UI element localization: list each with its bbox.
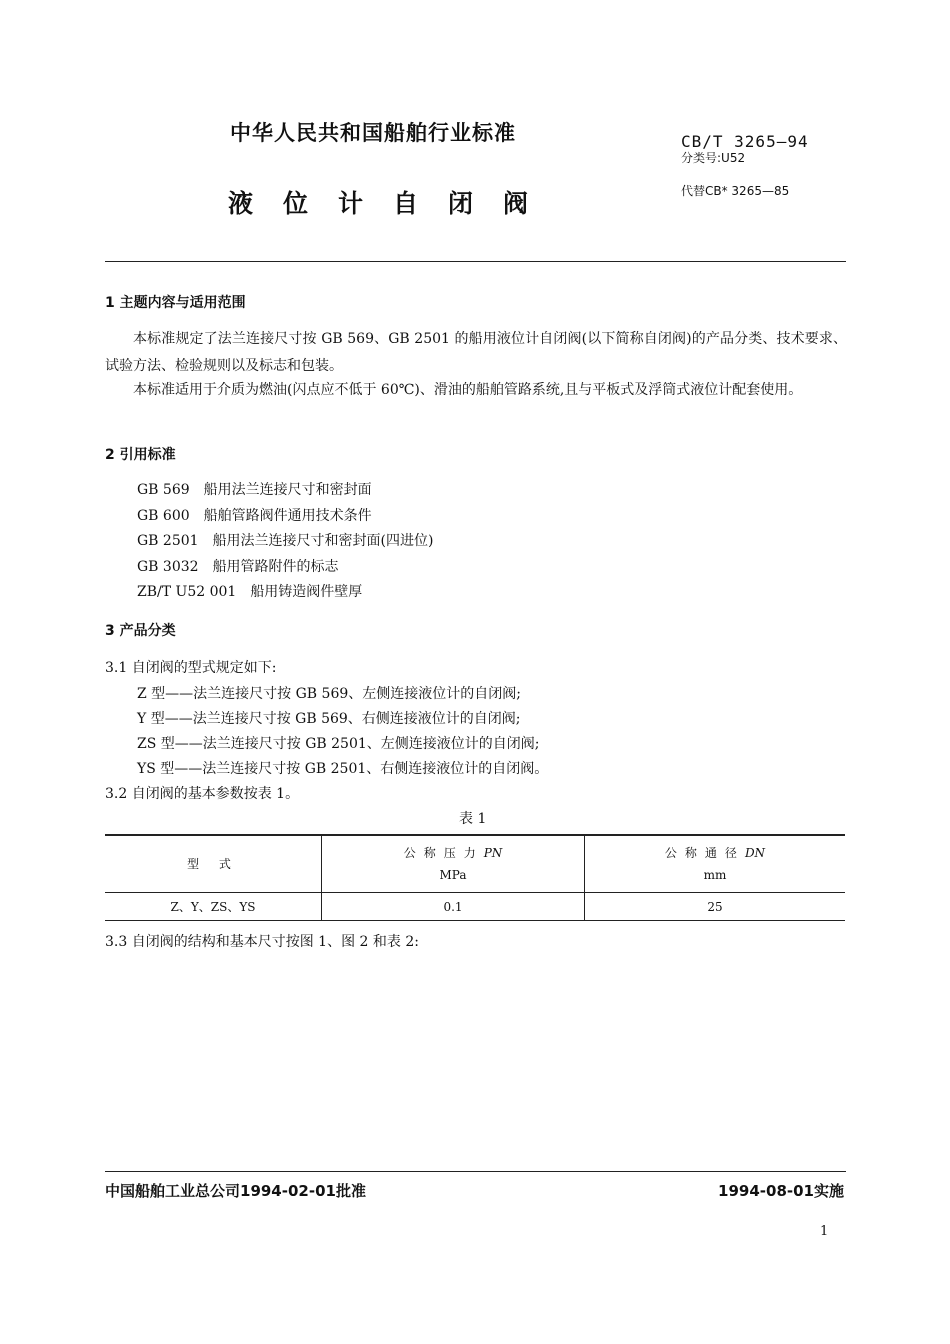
header-nominal-diameter: 公称通径DN mm [585, 835, 846, 893]
effective-date: 1994-08-01实施 [718, 1182, 844, 1200]
reference-item [137, 505, 434, 531]
reference-title: 船用管路附件的标志 [212, 558, 339, 575]
clause-3-2: 3.2 自闭阀的基本参数按表 1。 [105, 786, 300, 802]
cell-type: Z、Y、ZS、YS [170, 900, 256, 914]
reference-title: 船舶管路阀件通用技术条件 [203, 507, 372, 524]
table-1-caption: 表 1 [459, 811, 487, 827]
section-1-para-2: 本标准适用于介质为燃油(闪点应不低于 60℃)、滑油的船舶管路系统,且与平板式及浮筒式液位计配套使用。 [133, 382, 803, 398]
section-2-heading: 2 引用标准 [105, 447, 176, 463]
reference-item [137, 581, 434, 607]
type-item-zs: ZS 型——法兰连接尺寸按 GB 2501、左侧连接液位计的自闭阀; [137, 736, 540, 752]
header-nominal-pressure: 公称压力PN MPa [322, 835, 585, 893]
replaces-standard: 代替CB* 3265—85 [681, 184, 790, 198]
reference-item [137, 479, 434, 505]
header-type: 型 式 [105, 835, 322, 893]
reference-code: GB 600 [137, 507, 190, 524]
type-item-z: Z 型——法兰连接尺寸按 GB 569、左侧连接液位计的自闭阀; [137, 686, 521, 702]
reference-item [137, 556, 434, 582]
reference-title: 船用铸造阀件壁厚 [250, 584, 363, 600]
classification-number: 分类号:U52 [681, 151, 746, 165]
standard-name: 中华人民共和国船舶行业标准 [230, 121, 516, 145]
clause-3-1: 3.1 自闭阀的型式规定如下: [105, 660, 277, 676]
document-title: 液位计自闭阀 [228, 189, 559, 218]
reference-code: ZB/T U52 001 [137, 584, 237, 600]
header-divider [105, 261, 846, 262]
reference-code: GB 569 [137, 482, 190, 498]
reference-list [137, 479, 434, 607]
section-1-heading: 1 主题内容与适用范围 [105, 295, 246, 311]
type-item-y: Y 型——法兰连接尺寸按 GB 569、右侧连接液位计的自闭阀; [137, 711, 521, 727]
reference-item [137, 530, 434, 556]
reference-title: 船用法兰连接尺寸和密封面(四进位) [212, 533, 434, 549]
table-header-row [105, 835, 845, 893]
reference-code: GB 2501 [137, 533, 199, 549]
cell-dn: 25 [585, 893, 846, 921]
reference-title: 船用法兰连接尺寸和密封面 [203, 482, 372, 498]
footer-divider [105, 1171, 846, 1172]
table-1 [105, 834, 845, 921]
type-item-ys: YS 型——法兰连接尺寸按 GB 2501、右侧连接液位计的自闭阀。 [137, 761, 549, 777]
section-3-heading: 3 产品分类 [105, 623, 176, 639]
standard-code: CB/T 3265—94 [681, 132, 809, 151]
clause-3-3: 3.3 自闭阀的结构和基本尺寸按图 1、图 2 和表 2: [105, 934, 419, 950]
section-1-para-1: 本标准规定了法兰连接尺寸按 GB 569、GB 2501 的船用液位计自闭阀(以下简称自闭阀)的产品分类、技术要求、试验方法、检验规则以及标志和包装。 [105, 331, 847, 374]
page-number: 1 [820, 1224, 829, 1239]
cell-pn: 0.1 [322, 893, 585, 921]
reference-code: GB 3032 [137, 558, 199, 575]
approval-line: 中国船舶工业总公司1994-02-01批准 [105, 1182, 366, 1200]
table-row [105, 893, 845, 921]
